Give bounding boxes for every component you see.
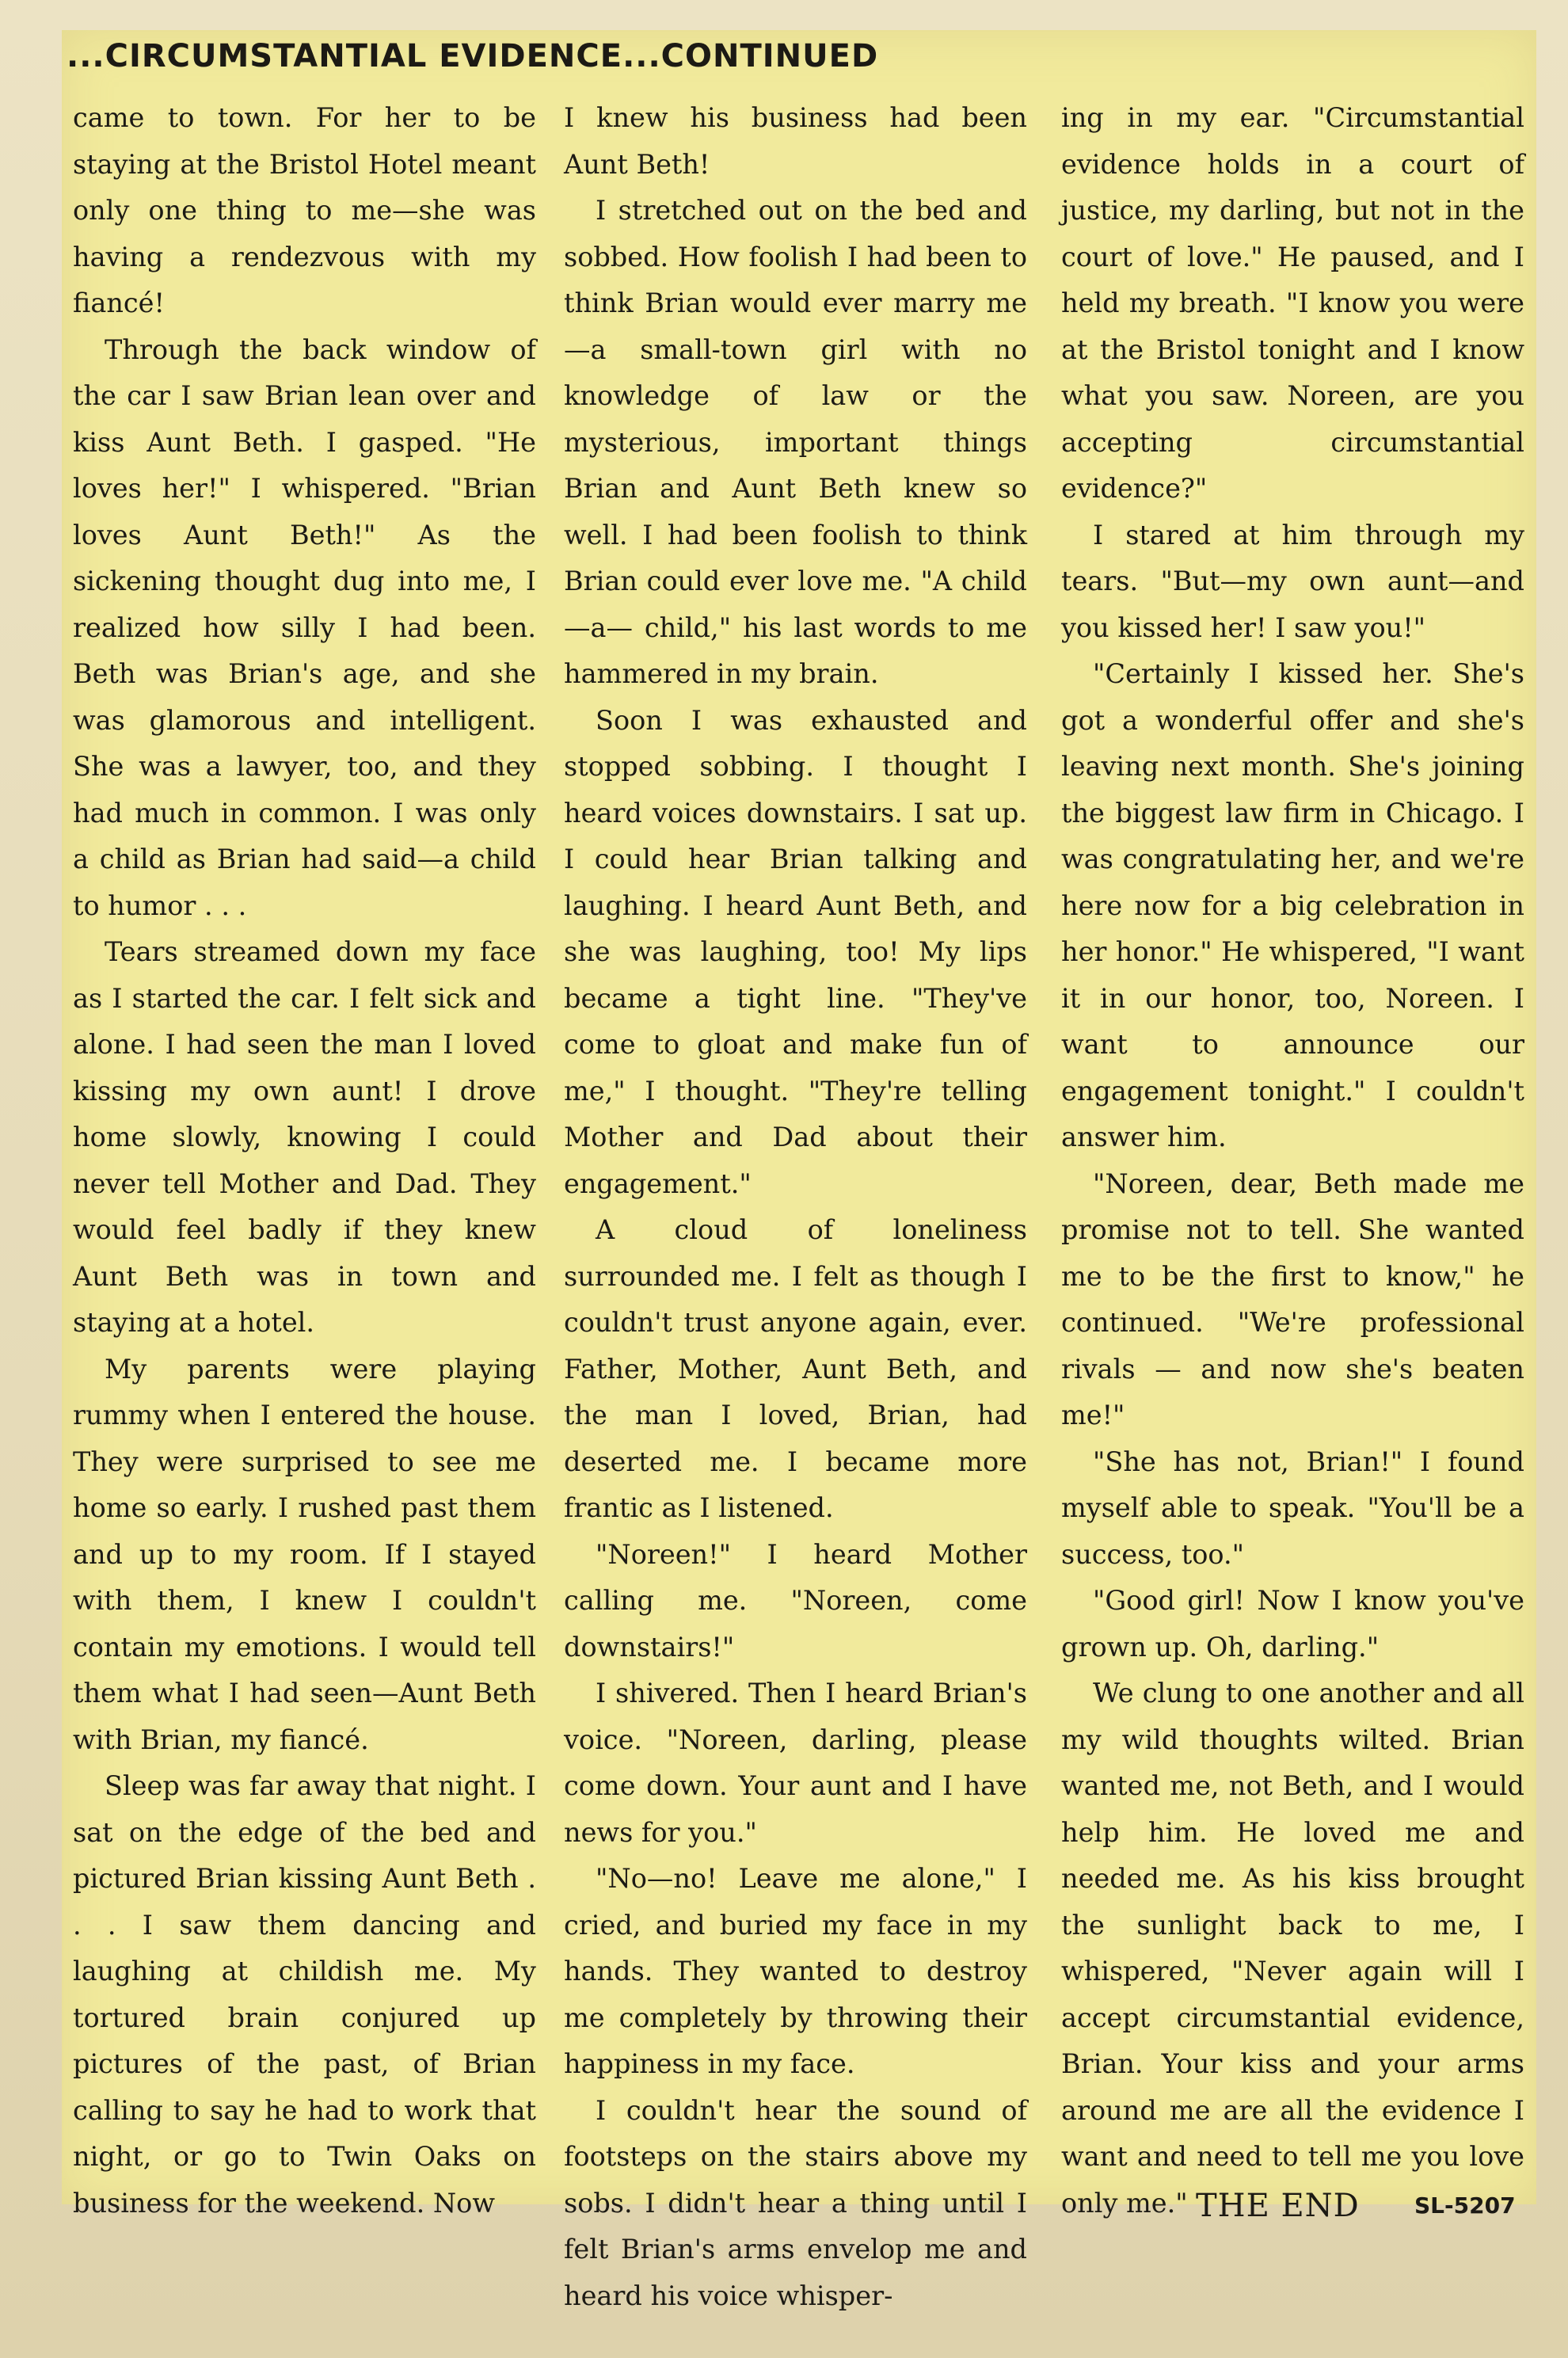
paragraph: "Noreen, dear, Beth made me promise not to tell. She wanted me to be the first to know," he continued. "We're professional rivals — and now she's beaten me!": [1061, 1168, 1524, 1430]
paragraph: I stared at him through my tears. "But—my own aunt—and you kissed her! I saw you!": [1061, 519, 1524, 643]
paragraph: Tears streamed down my face as I started the car. I felt sick and alone. I had seen the man I loved kissing my own aunt! I drove home slowly, knowing I could never tell Mother and Dad. They would feel badly if they knew Aunt Beth was in town and staying at a hotel.: [73, 936, 536, 1338]
paragraph: A cloud of loneliness surrounded me. I felt as though I couldn't trust anyone again, ever. Father, Mother, Aunt Beth, and the man I loved, Brian, had deserted me. I became more frantic as I listened.: [564, 1214, 1027, 1523]
paragraph: "Good girl! Now I know you've grown up. Oh, darling.": [1061, 1585, 1524, 1663]
the-end-label: THE END: [1196, 2188, 1360, 2224]
paragraph: I knew his business had been Aunt Beth!: [564, 102, 1027, 180]
paragraph: came to town. For her to be staying at the Bristol Hotel meant only one thing to me—she was having a rendezvous with my fiancé!: [73, 102, 536, 318]
story-code: SL-5207: [1414, 2192, 1516, 2219]
page-header: ...CIRCUMSTANTIAL EVIDENCE...CONTINUED: [67, 38, 879, 74]
paragraph: Soon I was exhausted and stopped sobbing. I thought I heard voices downstairs. I sat up. I could hear Brian talking and laughing. I heard Aunt Beth, and she was laughing, too! My lips became a tight line. "They've come to gloat and make fun of me," I thought. "They're telling Mother and Dad about their engagement.": [564, 704, 1027, 1199]
paragraph: I couldn't hear the sound of footsteps on the stairs above my sobs. I didn't hear a thing until I felt Brian's arms envelop me and heard his voice whisper-: [564, 2094, 1027, 2311]
paragraph: "She has not, Brian!" I found myself able to speak. "You'll be a success, too.": [1061, 1446, 1524, 1570]
paragraph: "No—no! Leave me alone," I cried, and buried my face in my hands. They wanted to destroy me completely by throwing their happiness in my face.: [564, 1863, 1027, 2079]
column-1: [73, 95, 536, 2227]
column-2: [564, 95, 1027, 2319]
paragraph: "Noreen!" I heard Mother calling me. "Noreen, come downstairs!": [564, 1538, 1027, 1663]
paragraph: Through the back window of the car I saw Brian lean over and kiss Aunt Beth. I gasped. "He loves her!" I whispered. "Brian loves Aunt Beth!" As the sickening thought dug into me, I realized how silly I had been. Beth was Brian's age, and she was glamorous and intelligent. She was a lawyer, too, and they had much in common. I was only a child as Brian had said—a child to humor . . .: [73, 333, 536, 921]
paragraph: Sleep was far away that night. I sat on the edge of the bed and pictured Brian kissing Aunt Beth . . . I saw them dancing and laughing at childish me. My tortured brain conjured up pictures of the past, of Brian calling to say he had to work that night, or go to Twin Oaks on business for the weekend. Now: [73, 1770, 536, 2219]
paragraph: We clung to one another and all my wild thoughts wilted. Brian wanted me, not Beth, and I would help him. He loved me and needed me. As his kiss brought the sunlight back to me, I whispered, "Never again will I accept circumstantial evidence, Brian. Your kiss and your arms around me are all the evidence I want and need to tell me you love only me.": [1061, 1678, 1524, 2219]
paragraph: My parents were playing rummy when I entered the house. They were surprised to see me home so early. I rushed past them and up to my room. If I stayed with them, I knew I couldn't contain my emotions. I would tell them what I had seen—Aunt Beth with Brian, my fiancé.: [73, 1353, 536, 1755]
paragraph: I shivered. Then I heard Brian's voice. "Noreen, darling, please come down. Your aunt and I have news for you.": [564, 1678, 1027, 1848]
column-3: [1061, 95, 1524, 2227]
paragraph: "Certainly I kissed her. She's got a wonderful offer and she's leaving next month. She's joining the biggest law firm in Chicago. I was congratulating her, and we're here now for a big celebration in her honor." He whispered, "I want it in our honor, too, Noreen. I want to announce our engagement tonight." I couldn't answer him.: [1061, 658, 1524, 1152]
paragraph: ing in my ear. "Circumstantial evidence holds in a court of justice, my darling, but not in the court of love." He paused, and I held my breath. "I know you were at the Bristol tonight and I know what you saw. Noreen, are you accepting circumstantial evidence?": [1061, 102, 1524, 504]
paragraph: I stretched out on the bed and sobbed. How foolish I had been to think Brian would ever marry me—a small-town girl with no knowledge of law or the mysterious, important things Brian and Aunt Beth knew so well. I had been foolish to think Brian could ever love me. "A child—a— child," his last words to me hammered in my brain.: [564, 195, 1027, 689]
